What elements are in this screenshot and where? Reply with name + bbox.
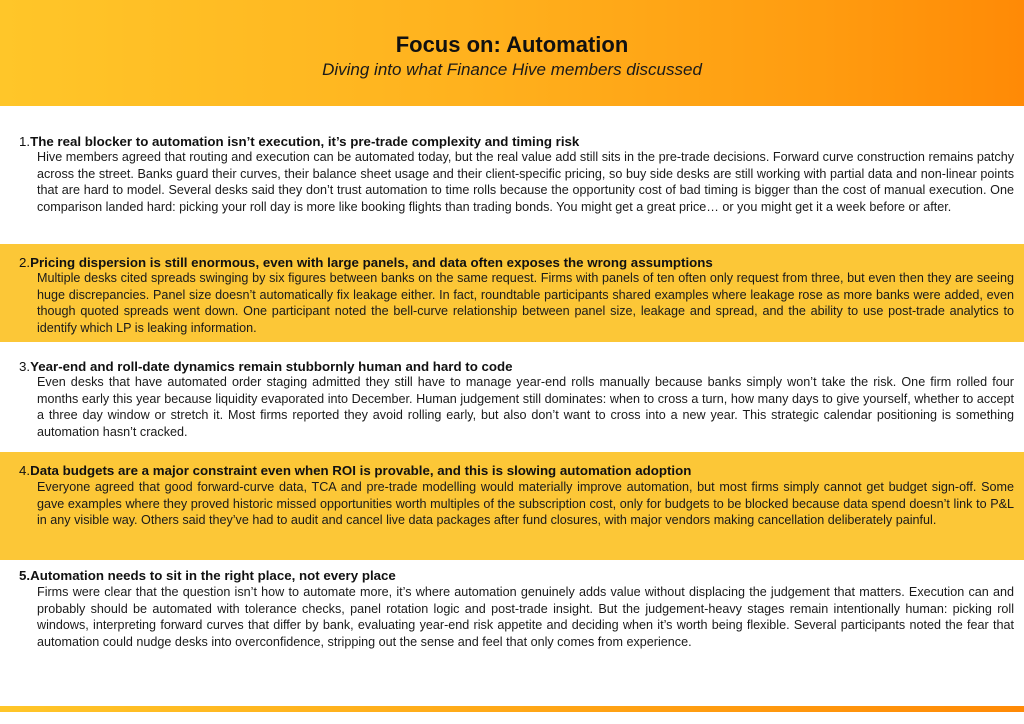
section-body: Multiple desks cited spreads swinging by six figures between banks on the same request. Firms with panels of ten often only request from three, but even then they are seeing huge discrepancies. Panel size doesn’t automatically fix leakage either. In fact, roundtable participants shared examples where leakage rose as more banks were added, even though quoted spreads went down. One participant noted the bell-curve relationship between panel size, leakage and spread, and the ability to use post-trade analytics to identify which LP is leaking information. — [37, 271, 1014, 335]
section-heading-text: Automation needs to sit in the right place, not every place — [30, 568, 396, 583]
section-body: Firms were clear that the question isn’t how to automate more, it’s where automation genuinely adds value without displacing the judgement that matters. Execution can and probably should be automated with tolerance checks, panel rotation logic and post-trade insight. But the judgement-heavy stages remain intentionally human: picking roll windows, interpreting forward curves that differ by bank, evaluating year-end risk appetite and deciding when it’s worth being flexible. Several participants noted the fear that automation could nudge desks into overconfidence, stripping out the sense and feel that only comes from experience. — [37, 585, 1014, 649]
page-subtitle: Diving into what Finance Hive members discussed — [322, 60, 702, 79]
section-heading-text: The real blocker to automation isn’t execution, it’s pre-trade complexity and timing risk — [30, 134, 580, 149]
page-title: Focus on: Automation — [395, 32, 629, 57]
section-1 — [0, 130, 1024, 234]
section-heading — [19, 133, 1014, 150]
section-heading — [19, 254, 1014, 271]
section-number: 1. — [19, 134, 31, 149]
section-heading — [19, 462, 1014, 479]
section-heading-text: Pricing dispersion is still enormous, even with large panels, and data often exposes the wrong assumptions — [30, 255, 713, 270]
section-heading-text: Data budgets are a major constraint even when ROI is provable, and this is slowing automation adoption — [30, 463, 692, 478]
section-5 — [0, 564, 1024, 674]
section-number: 3. — [19, 359, 31, 374]
section-body: Even desks that have automated order staging admitted they still have to manage year-end rolls manually because banks simply won’t take the risk. One firm rolled four months early this year because liquidity evaporated into December. Human judgement still dominates: when to cross a turn, how many days to give yourself, whether to accept a three day window or stretch it. Most firms reported they avoid rolling early, but also don’t want to cross into a new year. This strategic calendar positioning is something automation hasn’t cracked. — [37, 375, 1014, 439]
section-4 — [0, 452, 1024, 560]
section-heading — [19, 358, 1014, 375]
section-body: Everyone agreed that good forward-curve data, TCA and pre-trade modelling would materially improve automation, but most firms simply cannot get budget sign-off. Some gave examples where they proved historic missed opportunities worth multiples of the subscription cost, only for budgets to be blocked because data spend doesn’t link to P&L in any visible way. Others said they’ve had to audit and cancel live data packages after fund closures, with major vendors making cancellation deliberately painful. — [37, 480, 1014, 528]
section-number: 5. — [19, 568, 31, 583]
footer-bar — [0, 706, 1024, 712]
section-heading-text: Year-end and roll-date dynamics remain stubbornly human and hard to code — [30, 359, 513, 374]
section-3 — [0, 352, 1024, 448]
section-heading — [19, 567, 1014, 584]
section-body: Hive members agreed that routing and execution can be automated today, but the real value add still sits in the pre-trade decisions. Forward curve construction remains patchy across the street. Banks guard their curves, their balance sheet usage and their client-specific pricing, so buy side desks are still working with partial data and non-linear points that are hard to model. Several desks said they don’t trust automation to time rolls because the opportunity cost of bad timing is bigger than the cost of manual execution. One comparison landed hard: picking your roll day is more like booking flights than trading bonds. You might get a great price… or you might get it a week before or after. — [37, 150, 1014, 214]
section-2 — [0, 244, 1024, 342]
section-number: 2. — [19, 255, 31, 270]
section-number: 4. — [19, 463, 31, 478]
header-banner — [0, 0, 1024, 106]
